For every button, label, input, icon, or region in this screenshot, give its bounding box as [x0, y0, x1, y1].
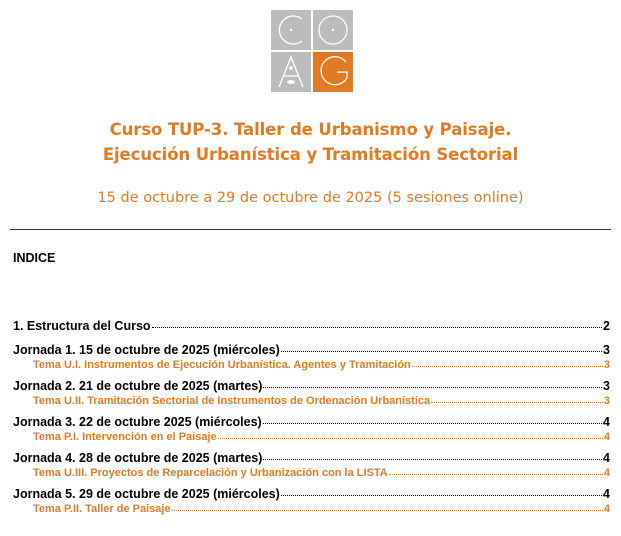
leader-dots — [431, 394, 603, 403]
toc-entry-jornada-4[interactable] — [13, 450, 610, 466]
coag-logo — [271, 10, 353, 92]
toc-entry-label: Tema U.II. Tramitación Sectorial de Instrumentos de Ordenación Urbanística — [33, 395, 431, 407]
toc-entry-label: Jornada 1. 15 de octubre de 2025 (miércoles) — [13, 343, 280, 357]
toc-entry-page: 4 — [603, 431, 610, 443]
toc-entry-page: 3 — [603, 343, 610, 357]
toc-entry-label: Tema U.I. Instrumentos de Ejecución Urbanística. Agentes y Tramitación — [33, 359, 411, 371]
toc-entry-page: 4 — [603, 487, 610, 501]
toc-entry-jornada-3[interactable] — [13, 414, 610, 430]
leader-dots — [152, 318, 603, 328]
toc-entry-page: 2 — [603, 319, 610, 333]
toc-entry-page: 3 — [603, 395, 610, 407]
leader-dots — [263, 414, 602, 424]
toc-entry-tema-p-i[interactable] — [13, 430, 610, 445]
toc-entry-jornada-2[interactable] — [13, 378, 610, 394]
toc-entry-tema-u-i[interactable] — [13, 358, 610, 373]
toc-entry-label: Tema U.III. Proyectos de Reparcelación y Urbanización con la LISTA — [33, 467, 388, 479]
leader-dots — [412, 358, 603, 367]
table-of-contents — [13, 318, 610, 517]
leader-dots — [281, 342, 602, 352]
leader-dots — [263, 378, 602, 388]
toc-entry-page: 4 — [603, 415, 610, 429]
toc-entry-jornada-5[interactable] — [13, 486, 610, 502]
leader-dots — [218, 430, 603, 439]
index-heading: INDICE — [13, 251, 56, 265]
toc-entry-label: Jornada 2. 21 de octubre de 2025 (martes) — [13, 379, 263, 393]
toc-entry-page: 3 — [603, 359, 610, 371]
toc-entry-page: 3 — [603, 379, 610, 393]
toc-entry-label: Jornada 3. 22 de octubre 2025 (miércoles) — [13, 415, 262, 429]
leader-dots — [281, 486, 602, 496]
leader-dots — [172, 502, 603, 511]
toc-entry-page: 4 — [603, 467, 610, 479]
divider — [10, 229, 611, 230]
toc-entry-label: Tema P.II. Taller de Paisaje — [33, 503, 171, 515]
toc-entry-label: 1. Estructura del Curso — [13, 319, 151, 333]
toc-entry-label: Tema P.I. Intervención en el Paisaje — [33, 431, 217, 443]
course-title-line-1: Curso TUP-3. Taller de Urbanismo y Paisaje. — [109, 120, 512, 139]
toc-entry-page: 4 — [603, 451, 610, 465]
toc-entry-page: 4 — [603, 503, 610, 515]
toc-entry-tema-p-ii[interactable] — [13, 502, 610, 517]
toc-entry-tema-u-iii[interactable] — [13, 466, 610, 481]
leader-dots — [389, 466, 603, 475]
course-title-line-2: Ejecución Urbanística y Tramitación Sectorial — [102, 145, 519, 164]
toc-entry-label: Jornada 4. 28 de octubre de 2025 (martes) — [13, 451, 263, 465]
toc-entry-course-structure[interactable] — [13, 318, 610, 334]
toc-entry-jornada-1[interactable] — [13, 342, 610, 358]
course-dates: 15 de octubre a 29 de octubre de 2025 (5 sesiones online) — [97, 190, 524, 206]
toc-entry-tema-u-ii[interactable] — [13, 394, 610, 409]
leader-dots — [263, 450, 602, 460]
toc-entry-label: Jornada 5. 29 de octubre de 2025 (miércoles) — [13, 487, 280, 501]
